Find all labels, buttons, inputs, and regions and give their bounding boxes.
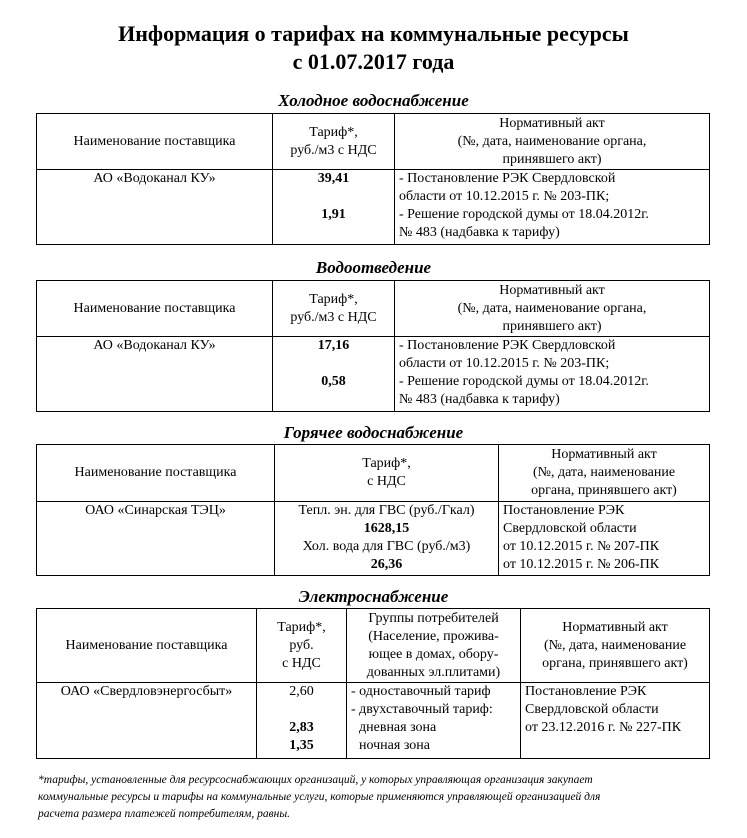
- col-supplier-header: Наименование поставщика: [37, 445, 275, 502]
- hot-water-table: [36, 444, 710, 576]
- col-supplier-header: Наименование поставщика: [37, 609, 257, 683]
- table-row: [37, 683, 710, 759]
- tariff-values: 17,16 0,58: [273, 337, 395, 412]
- tariff-values: 2,60 2,83 1,35: [257, 683, 347, 759]
- supplier-name: ОАО «Свердловэнергосбыт»: [37, 683, 257, 759]
- footnote: *тарифы, установленные для ресурсоснабжающих организаций, у которых управляющая организация закупает коммунальные ресурсы и тарифы на коммунальные услуги, которые применяются управляющей организацией для расчета размера платежей потребителям, равны.: [38, 774, 601, 820]
- table-header-row: [37, 445, 710, 502]
- electricity-table: [36, 608, 710, 759]
- hot-water-heading: Горячее водоснабжение: [283, 423, 464, 442]
- col-tariff-header: Тариф*, руб./м3 с НДС: [273, 281, 395, 337]
- col-supplier-header: Наименование поставщика: [37, 114, 273, 170]
- col-act-header: Нормативный акт (№, дата, наименование органа, принявшего акт): [395, 114, 710, 170]
- col-tariff-header: Тариф*, руб. с НДС: [257, 609, 347, 683]
- cold-water-table: [36, 113, 710, 245]
- table-header-row: [37, 281, 710, 337]
- consumer-groups: - одноставочный тариф - двухставочный тариф: дневная зона ночная зона: [347, 683, 521, 759]
- regulatory-act: Постановление РЭК Свердловской области от 23.12.2016 г. № 227-ПК: [521, 683, 710, 759]
- table-row: [37, 502, 710, 576]
- regulatory-act: - Постановление РЭК Свердловской области от 10.12.2015 г. № 203-ПК; - Решение городской думы от 18.04.2012г. № 483 (надбавка к тарифу): [395, 170, 710, 245]
- col-tariff-header: Тариф*, с НДС: [275, 445, 499, 502]
- col-act-header: Нормативный акт (№, дата, наименование органа, принявшего акт): [521, 609, 710, 683]
- drainage-heading: Водоотведение: [315, 258, 432, 277]
- regulatory-act: - Постановление РЭК Свердловской области от 10.12.2015 г. № 203-ПК; - Решение городской думы от 18.04.2012г. № 483 (надбавка к тарифу): [395, 337, 710, 412]
- page-subtitle: с 01.07.2017 года: [292, 49, 455, 74]
- table-row: [37, 337, 710, 412]
- table-row: [37, 170, 710, 245]
- drainage-table: [36, 280, 710, 412]
- page-title: Информация о тарифах на коммунальные ресурсы: [118, 21, 629, 46]
- regulatory-act: Постановление РЭК Свердловской области от 10.12.2015 г. № 207-ПК от 10.12.2015 г. № 206-ПК: [499, 502, 710, 576]
- tariff-values: 39,41 1,91: [273, 170, 395, 245]
- col-supplier-header: Наименование поставщика: [37, 281, 273, 337]
- table-header-row: [37, 114, 710, 170]
- col-act-header: Нормативный акт (№, дата, наименование органа, принявшего акт): [499, 445, 710, 502]
- supplier-name: ОАО «Синарская ТЭЦ»: [37, 502, 275, 576]
- supplier-name: АО «Водоканал КУ»: [37, 170, 273, 245]
- table-header-row: [37, 609, 710, 683]
- col-tariff-header: Тариф*, руб./м3 с НДС: [273, 114, 395, 170]
- supplier-name: АО «Водоканал КУ»: [37, 337, 273, 412]
- electricity-heading: Электроснабжение: [298, 587, 449, 606]
- tariff-values: Тепл. эн. для ГВС (руб./Гкал) 1628,15 Хол. вода для ГВС (руб./м3) 26,36: [275, 502, 499, 576]
- cold-water-heading: Холодное водоснабжение: [278, 91, 469, 110]
- col-act-header: Нормативный акт (№, дата, наименование органа, принявшего акт): [395, 281, 710, 337]
- col-groups-header: Группы потребителей (Население, прожива- ющее в домах, обору- дованных эл.плитами): [347, 609, 521, 683]
